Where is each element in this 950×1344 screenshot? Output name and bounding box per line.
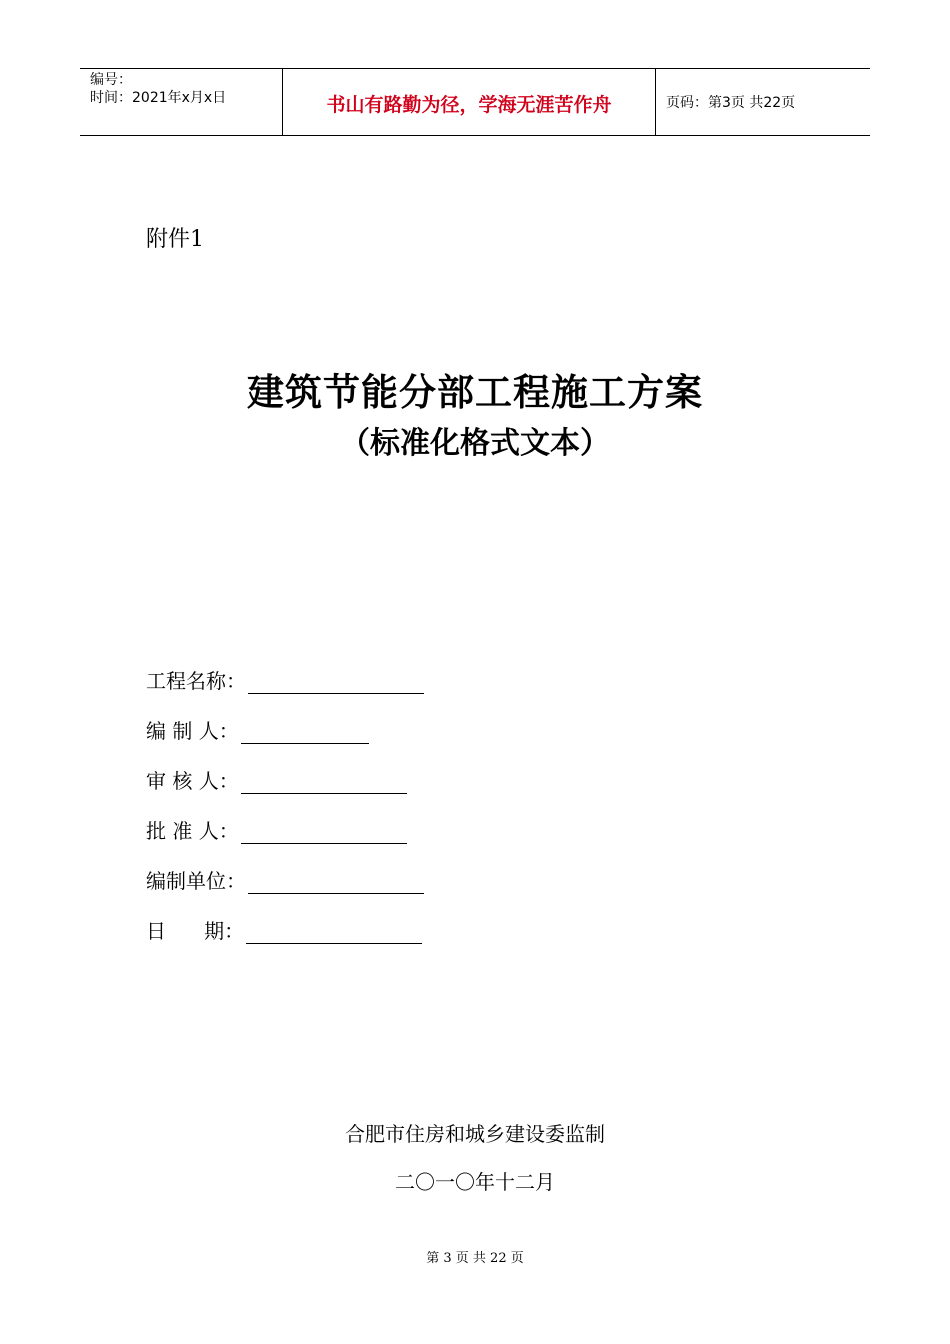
field-date (146, 916, 422, 944)
issue-date: 二〇一〇年十二月 (395, 1170, 555, 1194)
field-label: 工程名称： (146, 669, 246, 693)
field-project-name (146, 666, 424, 694)
field-label: 日 期： (146, 919, 245, 943)
field-reviewer (146, 766, 407, 794)
blank-line (248, 671, 424, 694)
field-unit (146, 866, 424, 894)
field-compiler (146, 716, 369, 744)
page-footer: 第 3 页 共 22 页 (426, 1251, 524, 1266)
field-label: 审 核 人： (146, 769, 239, 793)
blank-line (241, 721, 369, 744)
document-subtitle: （标准化格式文本） (340, 426, 610, 461)
blank-line (241, 771, 407, 794)
header-page-info: 页码：第3页 共22页 (666, 95, 796, 111)
page-header (80, 68, 870, 136)
header-meta (80, 69, 282, 135)
header-number: 编号： (90, 72, 132, 88)
field-label: 编制单位： (146, 869, 246, 893)
blank-line (248, 871, 424, 894)
blank-line (246, 921, 422, 944)
blank-line (241, 821, 407, 844)
document-title: 建筑节能分部工程施工方案 (247, 371, 703, 414)
header-time: 时间：2021年x月x日 (90, 90, 227, 106)
header-motto: 书山有路勤为径，学海无涯苦作舟 (282, 69, 656, 135)
field-label: 批 准 人： (146, 819, 239, 843)
field-approver (146, 816, 407, 844)
field-label: 编 制 人： (146, 719, 239, 743)
issuer: 合肥市住房和城乡建设委监制 (345, 1122, 605, 1146)
annex-label: 附件1 (146, 227, 204, 252)
